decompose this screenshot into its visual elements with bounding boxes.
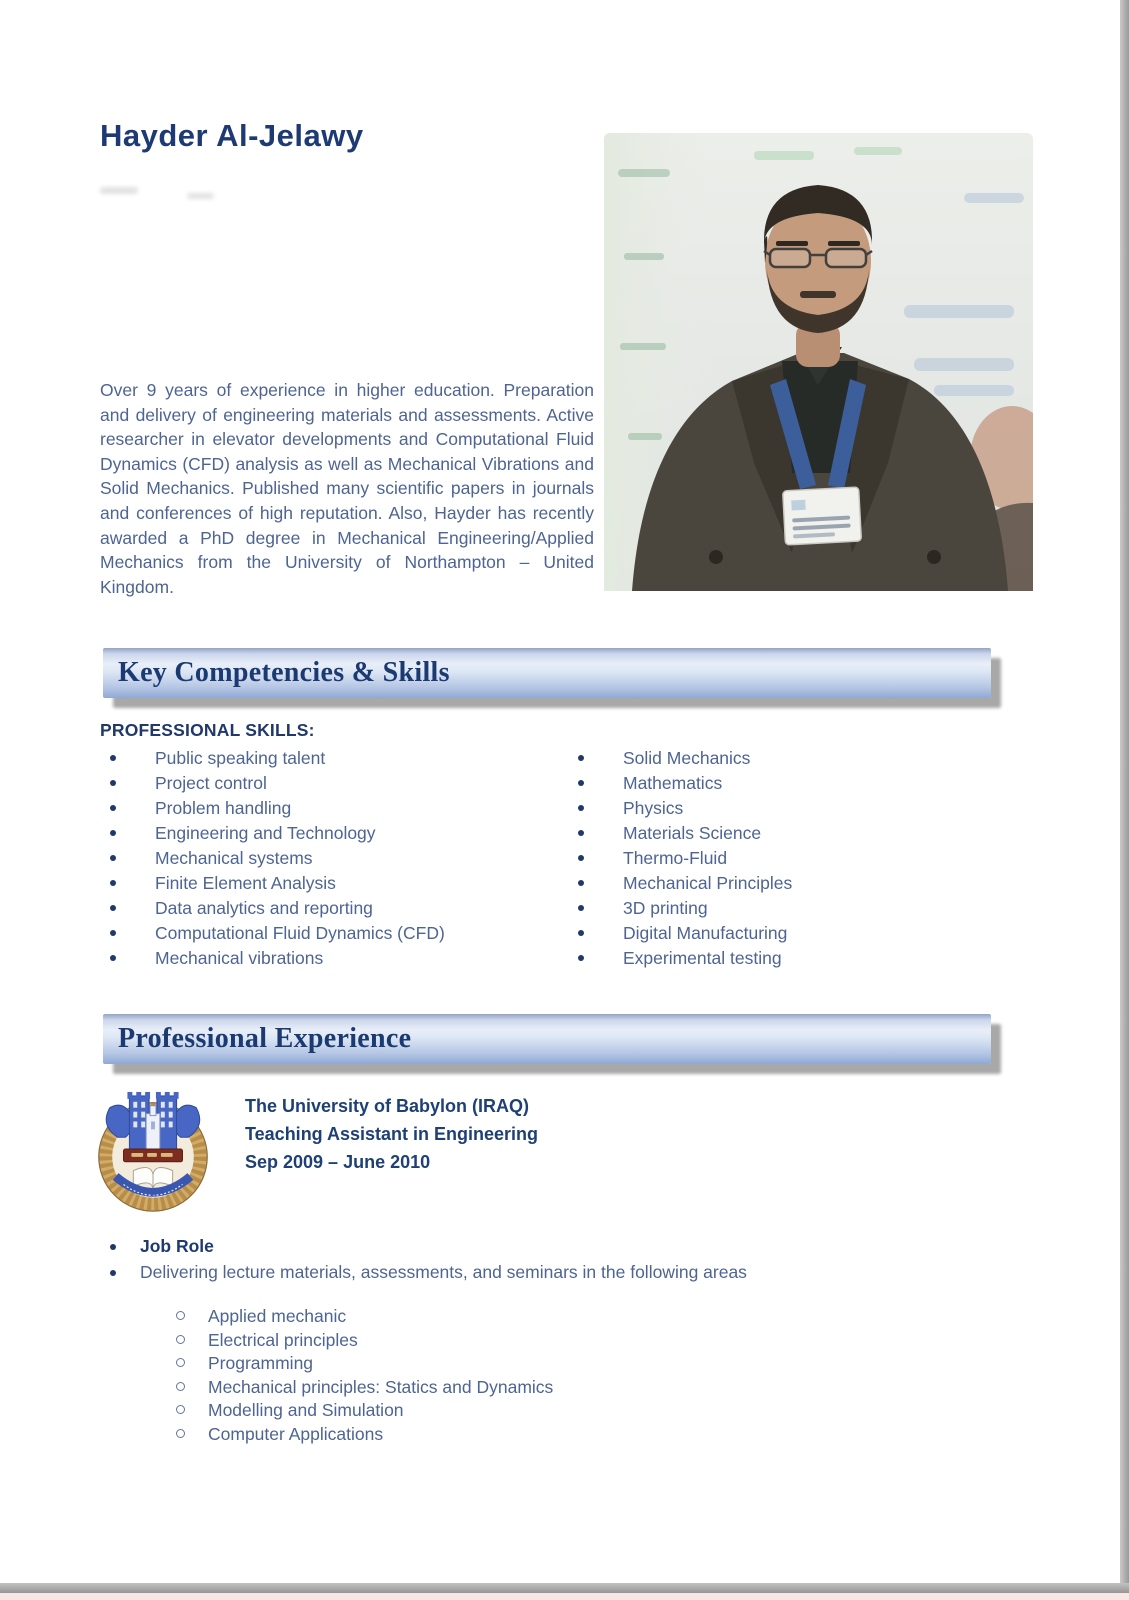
skill-item [568,898,998,923]
employment-dates: Sep 2009 – June 2010 [245,1152,431,1172]
bullet-icon [578,880,584,886]
teaching-area-label: Mechanical principles: Statics and Dynamics [208,1376,554,1397]
page-edge-background [0,1592,1129,1600]
teaching-areas-list [168,1306,768,1447]
experience-entry-header [245,1096,538,1180]
skill-item [568,748,998,773]
circle-bullet-icon [176,1335,185,1344]
job-role-description-text: Delivering lecture materials, assessments, and seminars in the following areas [140,1262,747,1282]
page-edge-right [1120,0,1129,1592]
teaching-area-item [168,1400,768,1424]
job-role-description [100,1262,900,1288]
circle-bullet-icon [176,1382,185,1391]
skill-item [100,773,570,798]
job-role-heading [100,1236,900,1262]
university-logo-graphic [94,1086,212,1214]
skill-label: 3D printing [623,898,708,918]
bullet-icon [110,805,116,811]
redacted-contact-smudge [100,187,138,194]
bullet-icon [110,830,116,836]
skill-label: Digital Manufacturing [623,923,788,943]
circle-bullet-icon [176,1311,185,1320]
skills-list-right [568,748,998,973]
portrait-photo-graphic [604,133,1033,591]
bullet-icon [578,805,584,811]
job-role-label: Job Role [140,1236,214,1256]
experience-banner-title: Professional Experience [118,1023,412,1054]
teaching-area-label: Modelling and Simulation [208,1400,404,1420]
professional-skills-heading: PROFESSIONAL SKILLS: [100,720,315,740]
bullet-icon [110,1244,116,1250]
skill-label: Mathematics [623,773,723,793]
bullet-icon [578,780,584,786]
skill-item [568,923,998,948]
page-edge-bottom [0,1583,1129,1593]
bullet-icon [110,880,116,886]
university-of-babylon-logo [94,1086,212,1214]
skills-list-left [100,748,570,973]
skill-item [568,873,998,898]
skill-label: Computational Fluid Dynamics (CFD) [155,923,445,943]
redacted-contact-smudge [187,193,214,199]
bullet-icon [110,855,116,861]
organization-name: The University of Babylon (IRAQ) [245,1096,530,1116]
position-title: Teaching Assistant in Engineering [245,1124,539,1144]
teaching-area-item [168,1377,768,1401]
skill-label: Mechanical systems [155,848,313,868]
skill-item [100,923,570,948]
skill-label: Engineering and Technology [155,823,376,843]
bullet-icon [578,830,584,836]
skill-item [568,773,998,798]
teaching-area-item [168,1353,768,1377]
portrait-photo [604,133,1033,591]
bullet-icon [110,1270,116,1276]
skill-label: Mechanical Principles [623,873,793,893]
circle-bullet-icon [176,1405,185,1414]
teaching-area-item [168,1424,768,1448]
bullet-icon [578,905,584,911]
bullet-icon [578,755,584,761]
skill-item [100,798,570,823]
skill-label: Experimental testing [623,948,782,968]
skill-label: Materials Science [623,823,762,843]
skill-item [568,848,998,873]
bullet-icon [110,905,116,911]
skill-label: Problem handling [155,798,292,818]
skill-item [100,823,570,848]
job-role-list [100,1236,900,1288]
circle-bullet-icon [176,1429,185,1438]
skill-label: Public speaking talent [155,748,326,768]
person-name: Hayder Al-Jelawy [100,118,364,153]
skill-item [100,873,570,898]
skill-label: Thermo-Fluid [623,848,728,868]
skill-item [100,748,570,773]
skills-section-banner [103,648,991,698]
bullet-icon [110,780,116,786]
skill-label: Finite Element Analysis [155,873,336,893]
skill-item [100,898,570,923]
skill-label: Physics [623,798,684,818]
teaching-area-label: Electrical principles [208,1329,358,1350]
skill-item [568,948,998,973]
bullet-icon [578,855,584,861]
bullet-icon [110,755,116,761]
skill-item [100,848,570,873]
skill-label: Project control [155,773,267,793]
skill-label: Mechanical vibrations [155,948,324,968]
skill-item [568,798,998,823]
skill-item [100,948,570,973]
skills-banner-title: Key Competencies & Skills [118,657,450,688]
circle-bullet-icon [176,1358,185,1367]
teaching-area-label: Computer Applications [208,1423,384,1444]
bullet-icon [110,930,116,936]
skill-item [568,823,998,848]
profile-summary: Over 9 years of experience in higher education. Preparation and delivery of engineering materials and assessments. Active researcher in elevator developments and Computational Fluid Dynamics (CFD) analysis as well as Mechanical Vibrations and Solid Mechanics. Published many scientific papers in journals and conferences of high reputation. Also, Hayder has recently awarded a PhD degree in Mechanical Engineering/Applied Mechanics from the University of Northampton – United Kingdom. [100,380,594,597]
skill-label: Solid Mechanics [623,748,751,768]
bullet-icon [110,955,116,961]
bullet-icon [578,930,584,936]
teaching-area-label: Programming [208,1353,314,1373]
teaching-area-label: Applied mechanic [208,1306,347,1326]
teaching-area-item [168,1330,768,1354]
experience-section-banner [103,1014,991,1064]
teaching-area-item [168,1306,768,1330]
skill-label: Data analytics and reporting [155,898,373,918]
bullet-icon [578,955,584,961]
